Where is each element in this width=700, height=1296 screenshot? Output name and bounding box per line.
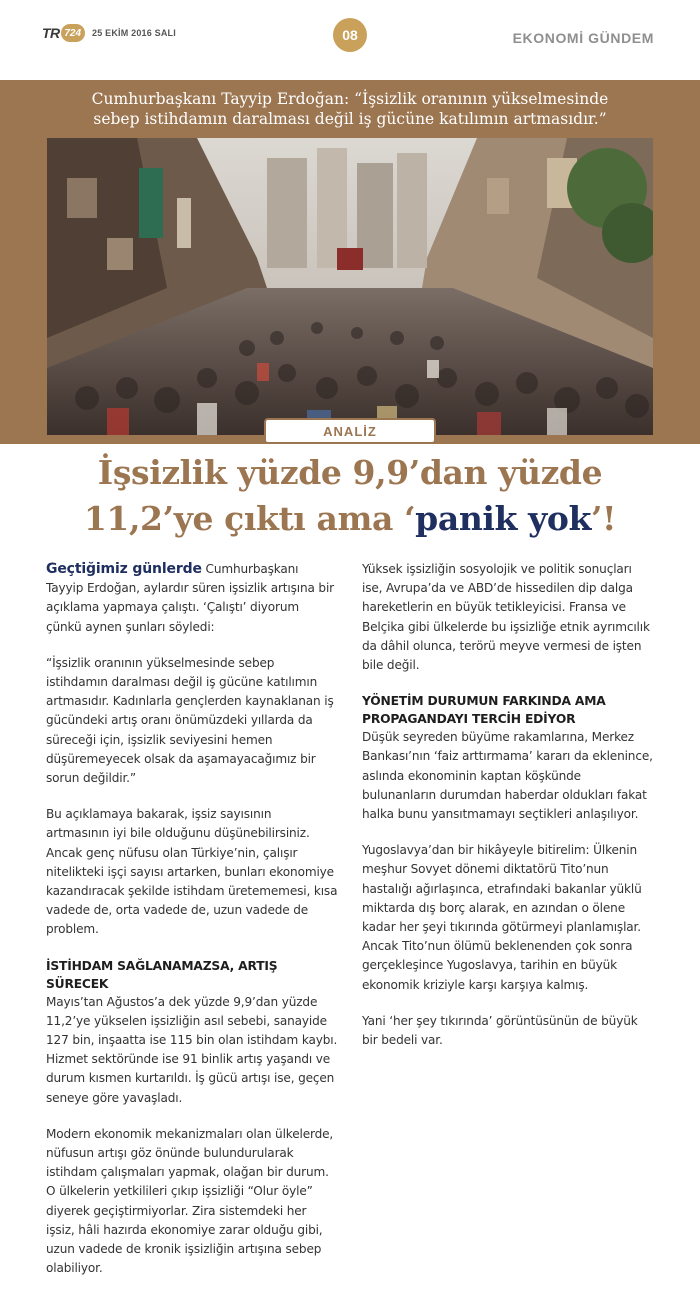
headline-highlight: panik yok <box>415 499 591 538</box>
pull-quote-line-1: Cumhurbaşkanı Tayyip Erdoğan: “İşsizlik oranının yükselmesinde <box>91 90 609 108</box>
pull-quote <box>0 89 700 129</box>
section-title: EKONOMİ GÜNDEM <box>512 30 654 46</box>
article-paragraph: Yüksek işsizliğin sosyolojik ve politik sonuçları ise, Avrupa’da ve ABD’de hissedilen dip dalga hareketlerin en büyük tetikleyicisi. Fransa ve Belçika gibi ülkelerde bu işsizliğe etnik ayrımcılık da dâhil olunca, terörü meyve vermesi de işten bile değil. <box>362 562 650 673</box>
hero-band <box>0 80 700 444</box>
logo-text: TR <box>42 25 60 41</box>
article-paragraph: Yugoslavya’dan bir hikâyeyle bitirelim: Ülkenin meşhur Sovyet dönemi diktatörü Tito’nun hastalığı ağırlaşınca, etrafındaki bakanlar yüklü miktarda dış borç alarak, en azından o ölene kadar her şeyi tıkırında götürmeyi planlamışlar. Ancak Tito’nun ölümü beklenenden çok sonra gerçekleşince Yugoslavya, tarihin en büyük ekonomik kriziyle karşı karşıya kalmış. <box>362 843 642 992</box>
headline-line-2-suffix: ’! <box>590 499 617 538</box>
page-number: 08 <box>333 18 367 52</box>
article-column-left <box>46 560 338 1296</box>
article-paragraph <box>46 560 338 637</box>
headline-line-2-prefix: 11,2’ye çıktı ama ‘ <box>83 499 416 538</box>
section-badge-wrap <box>264 418 436 444</box>
article-headline <box>0 450 700 542</box>
article-paragraph: Düşük seyreden büyüme rakamlarına, Merkez Bankası’nın ‘faiz arttırmama’ kararı da eklenince, aslında ekonominin kaptan köşkünde bulunanların durumdan haberdar oldukları fakat halka bunu yansıtmamayı seçtikleri anlaşılıyor. <box>362 730 653 822</box>
page-header <box>0 0 700 80</box>
analysis-badge: ANALİZ <box>264 418 436 444</box>
lead-text: Cumhurbaşkanı Tayyip Erdoğan, aylardır süren işsizlik artışına bir açıklama yapmaya çalıştı. ‘Çalıştı’ diyorum çünkü aynen şunları söyledi: <box>46 562 334 634</box>
pull-quote-line-2: sebep istihdamın daralması değil iş gücüne katılımın artmasıdır.” <box>93 110 607 128</box>
article-paragraph: Yani ‘her şey tıkırında’ görüntüsünün de büyük bir bedeli var. <box>362 1013 638 1048</box>
tr724-logo <box>42 24 85 42</box>
crowd-street-photo <box>47 138 653 435</box>
article-paragraph: Mayıs’tan Ağustos’a dek yüzde 9,9’dan yüzde 11,2’ye yükselen işsizliğin asıl sebebi, sanayide 127 bin, inşaatta ise 115 bin olan istihdam kaybı. Hizmet sektöründe ise 91 binlik artış yaşandı ve durum kısmen kurtarıldı. İş gücü artışı ise, geçen seneye göre yavaşladı. <box>46 994 338 1105</box>
lead-in: Geçtiğimiz günlerde <box>46 561 202 577</box>
subheading: YÖNETİM DURUMUN FARKINDA AMA PROPAGANDAYI TERCİH EDİYOR <box>362 694 606 727</box>
headline-line-1: İşsizlik yüzde 9,9’dan yüzde <box>97 453 603 492</box>
subheading: İSTİHDAM SAĞLANAMAZSA, ARTIŞ SÜRECEK <box>46 958 278 991</box>
article-paragraph: Modern ekonomik mekanizmaları olan ülkelerde, nüfusun artışı göz önünde bulundurularak istihdam çalışmaları yapmak, olağan bir durum. O ülkelerin yetkilileri çıkıp işsizliği “Olur öyle” diyerek geçiştirmiyorlar. Zira sistemdeki her işsiz, hâli hazırda ekonomiye zarar olduğu gibi, uzun vadede de kronik işsizliğin artışına sebep olabiliyor. <box>46 1126 334 1276</box>
article-paragraph: Bu açıklamaya bakarak, işsiz sayısının artmasının iyi bile olduğunu düşünebilirsiniz. Ancak genç nüfusu olan Türkiye’nin, çalışır nitelikteki işçi sayısı artarken, bunları ekonomiye kazandıracak şekilde istihdam üretememesi, kısa vadede de, orta vadede de, uzun vadede de problem. <box>46 807 338 937</box>
article-column-right <box>362 560 654 1067</box>
logo-badge: 724 <box>61 24 85 42</box>
headline-line-2 <box>0 496 700 542</box>
article-paragraph: “İşsizlik oranının yükselmesinde sebep istihdamın daralması değil iş gücüne katılımın artmasıdır. Kadınlarla gençlerden kaynaklanan iş gücündeki artış oranı önümüzdeki yıllarda da süreceği için, işsizlik seviyesini hemen düşüremeyecek olsak da aşamayacağımız bir sorun değildir.” <box>46 655 334 786</box>
issue-date: 25 EKİM 2016 SALI <box>92 28 176 38</box>
